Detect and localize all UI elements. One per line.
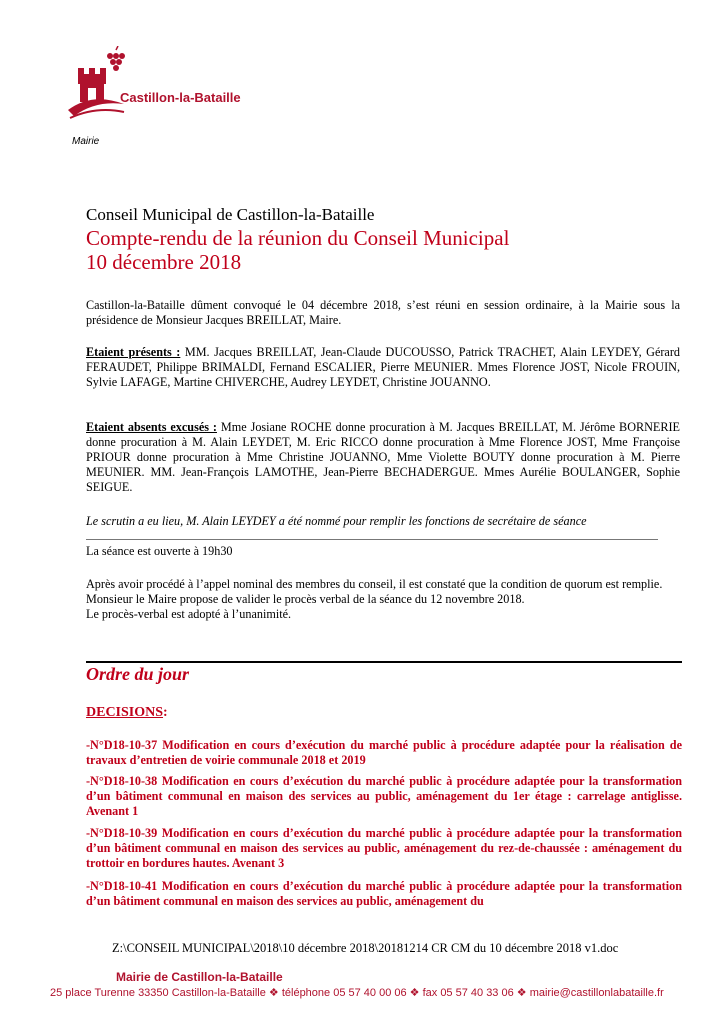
council-heading: Conseil Municipal de Castillon-la-Bataille: [86, 205, 375, 224]
decisions-colon: :: [163, 705, 168, 720]
decisions-label: DECISIONS: [86, 705, 164, 720]
decision-item-4: -N°D18-10-41 Modification en cours d’exécution du marché public à procédure adaptée pour la transformation d’un bâtiment communal en maison des services au public, aménagement du: [86, 879, 682, 908]
document-title: [86, 226, 509, 274]
logo-mairie-label: Mairie: [72, 136, 100, 147]
castillon-logo: [62, 46, 262, 156]
section-divider: [86, 661, 682, 663]
presents-paragraph: [86, 345, 680, 390]
decision-item-3: -N°D18-10-39 Modification en cours d’exécution du marché public à procédure adaptée pour la transformation d’un bâtiment communal en maison des services au public, aménagement du rez-de-chaussée : aménagement du trottoir en bordures hautes. Avenant 3: [86, 826, 682, 870]
intro-paragraph: Castillon-la-Bataille dûment convoqué le 04 décembre 2018, s’est réuni en session ordinaire, à la Mairie sous la présidence de Monsieur Jacques BREILLAT, Maire.: [86, 298, 680, 327]
castle-tower-icon: [66, 46, 126, 126]
absents-label: Etaient absents excusés :: [86, 420, 217, 434]
quorum-line-1: Après avoir procédé à l’appel nominal des membres du conseil, il est constaté que la condition de quorum est remplie.: [86, 577, 663, 591]
decisions-heading: [86, 705, 168, 721]
presents-label: Etaient présents :: [86, 345, 181, 359]
footer-address: 25 place Turenne 33350 Castillon-la-Bataille ❖ téléphone 05 57 40 00 06 ❖ fax 05 57 40 33 06 ❖ mairie@castillonlabataille.fr: [50, 987, 664, 999]
footer-mairie-name: Mairie de Castillon-la-Bataille: [116, 970, 283, 984]
title-line-1: Compte-rendu de la réunion du Conseil Municipal: [86, 226, 510, 250]
absents-paragraph: [86, 420, 680, 495]
decision-item-1: -N°D18-10-37 Modification en cours d’exécution du marché public à procédure adaptée pour la réalisation de travaux d’entretien de voirie communale 2018 et 2019: [86, 738, 682, 767]
opening-line: La séance est ouverte à 19h30: [86, 544, 233, 558]
absents-text: Mme Josiane ROCHE donne procuration à M. Jacques BREILLAT, M. Jérôme BORNERIE donne procuration à M. Alain LEYDET, M. Eric RICCO donne procuration à Mme Florence JOST, Mme Françoise PRIOUR donne procuration à Mme Christine JOUANNO, Mme Violette BOUTY donne procuration à M. Pierre MEUNIER. MM. Jean-François LAMOTHE, Jean-Pierre BECHADERGUE. Mmes Aurélie BOULANGER, Sophie SEIGUE.: [86, 420, 680, 494]
scrutin-line: Le scrutin a eu lieu, M. Alain LEYDEY a été nommé pour remplir les fonctions de secrétaire de séance: [86, 514, 587, 528]
agenda-heading: Ordre du jour: [86, 664, 190, 684]
quorum-line-2: Monsieur le Maire propose de valider le procès verbal de la séance du 12 novembre 2018.: [86, 592, 525, 606]
presents-text: MM. Jacques BREILLAT, Jean-Claude DUCOUSSO, Patrick TRACHET, Alain LEYDEY, Gérard FERAUDET, Philippe BRIMALDI, Fernand ESCALIER, Pierre MEUNIER. Mmes Florence JOST, Nicole FROUIN, Sylvie LAFAGE, Martine CHIVERCHE, Audrey LEYDET, Christine JOUANNO.: [86, 345, 680, 389]
separator-line: [86, 539, 658, 540]
quorum-paragraph: [86, 577, 680, 622]
file-path: Z:\CONSEIL MUNICIPAL\2018\10 décembre 2018\20181214 CR CM du 10 décembre 2018 v1.doc: [112, 941, 619, 955]
decision-item-2: -N°D18-10-38 Modification en cours d’exécution du marché public à procédure adaptée pour la transformation d’un bâtiment communal en maison des services au public, aménagement du 1er étage : carrelage antiglisse. Avenant 1: [86, 774, 682, 818]
logo-town-name: Castillon-la-Bataille: [120, 90, 241, 105]
title-line-2: 10 décembre 2018: [86, 250, 242, 274]
quorum-line-3: Le procès-verbal est adopté à l’unanimité.: [86, 607, 292, 621]
